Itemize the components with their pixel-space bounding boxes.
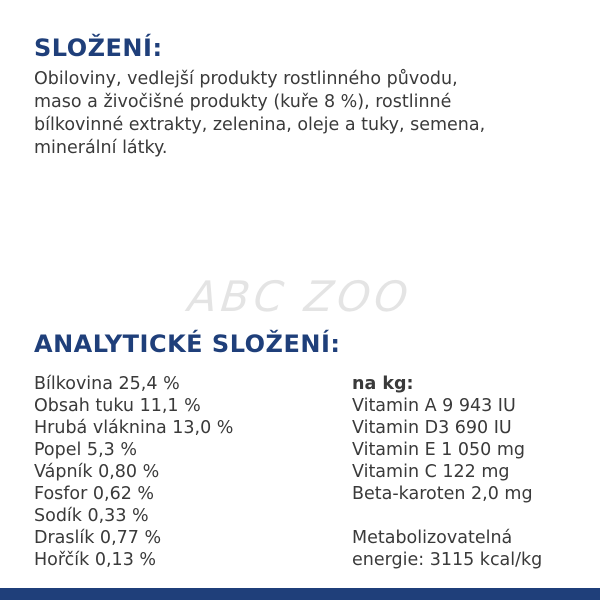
composition-heading: SLOŽENÍ: [34,34,163,62]
nutrient-item: Draslík 0,77 % [34,528,162,548]
nutrient-item: Hrubá vláknina 13,0 % [34,418,234,438]
bottom-bar [0,588,600,600]
energy-value: energie: 3115 kcal/kg [352,550,543,570]
vitamin-item: Beta-karoten 2,0 mg [352,484,533,504]
nutrient-list [34,373,233,571]
analytical-heading: ANALYTICKÉ SLOŽENÍ: [34,330,341,358]
vitamin-item: Vitamin D3 690 IU [352,418,512,438]
watermark: ABC ZOO [185,272,415,321]
vitamin-item: Vitamin E 1 050 mg [352,440,526,460]
composition-line: bílkovinné extrakty, zelenina, oleje a tuky, semena, [34,115,486,135]
nutrient-item: Obsah tuku 11,1 % [34,396,201,416]
vitamin-list [352,373,542,571]
composition-line: maso a živočišné produkty (kuře 8 %), rostlinné [34,92,452,112]
nutrient-item: Hořčík 0,13 % [34,550,157,570]
nutrient-item: Bílkovina 25,4 % [34,374,180,394]
nutrient-item: Fosfor 0,62 % [34,484,155,504]
composition-text [34,68,574,160]
nutrient-item: Popel 5,3 % [34,440,137,460]
per-kg-label: na kg: [352,374,414,394]
composition-line: minerální látky. [34,138,168,158]
nutrient-item: Sodík 0,33 % [34,506,149,526]
energy-label: Metabolizovatelná [352,528,513,548]
vitamin-item: Vitamin A 9 943 IU [352,396,516,416]
vitamin-item: Vitamin C 122 mg [352,462,510,482]
spacer [352,505,542,527]
nutrient-item: Vápník 0,80 % [34,462,160,482]
composition-line: Obiloviny, vedlejší produkty rostlinného původu, [34,69,458,89]
